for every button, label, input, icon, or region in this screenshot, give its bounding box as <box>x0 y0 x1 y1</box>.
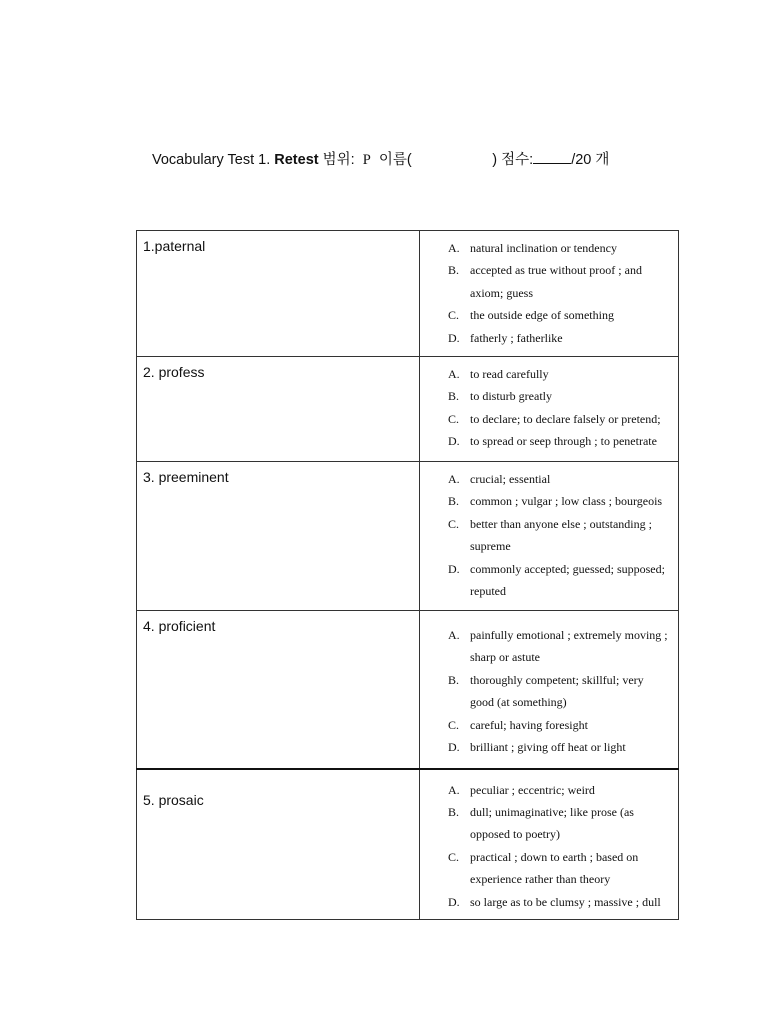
answer-option[interactable] <box>448 490 670 512</box>
name-blank[interactable] <box>412 152 493 168</box>
option-letter: C. <box>448 849 460 864</box>
question-row <box>137 231 679 357</box>
option-letter: D. <box>448 434 460 449</box>
option-text: dull; unimaginative; like prose (as opposed to poetry) <box>470 804 634 842</box>
option-text: the outside edge of something <box>470 308 614 323</box>
option-letter: D. <box>448 561 460 576</box>
range-label: 범위: <box>318 152 363 168</box>
answer-option[interactable] <box>448 736 670 758</box>
answer-option[interactable] <box>448 801 670 846</box>
option-letter: A. <box>448 472 460 486</box>
option-letter: C. <box>448 411 460 426</box>
quiz-table <box>136 230 679 920</box>
answer-option[interactable] <box>448 558 670 603</box>
option-text: better than anyone else ; outstanding ; supreme <box>470 516 652 554</box>
option-text: practical ; down to earth ; based on experience rather than theory <box>470 849 639 887</box>
option-letter: B. <box>448 804 460 819</box>
option-text: careful; having foresight <box>470 717 588 732</box>
option-letter: B. <box>448 389 460 404</box>
option-text: brilliant ; giving off heat or light <box>470 740 626 755</box>
option-text: to spread or seep through ; to penetrate <box>470 434 657 449</box>
option-letter: B. <box>448 263 460 278</box>
answer-option[interactable] <box>448 408 670 430</box>
option-letter: C. <box>448 516 460 531</box>
option-text: crucial; essential <box>470 472 551 486</box>
option-letter: B. <box>448 672 460 687</box>
question-row <box>137 611 679 769</box>
name-label: 이름( <box>370 152 412 168</box>
score-blank[interactable] <box>533 151 571 164</box>
option-text: fatherly ; fatherlike <box>470 330 563 345</box>
option-letter: A. <box>448 782 460 797</box>
answer-option[interactable] <box>448 779 670 801</box>
answer-option[interactable] <box>448 259 670 304</box>
answer-option[interactable] <box>448 846 670 891</box>
option-letter: C. <box>448 308 460 323</box>
answer-options <box>420 357 679 462</box>
question-word: 1.paternal <box>137 231 420 357</box>
option-text: thoroughly competent; skillful; very good (at something) <box>470 672 644 710</box>
question-word: 4. proficient <box>137 611 420 769</box>
option-text: natural inclination or tendency <box>470 241 617 255</box>
option-letter: A. <box>448 367 460 381</box>
answer-options <box>420 611 679 769</box>
option-text: to declare; to declare falsely or pretend; <box>470 411 661 426</box>
option-letter: A. <box>448 628 460 642</box>
answer-option[interactable] <box>448 237 670 259</box>
answer-option[interactable] <box>448 304 670 326</box>
option-text: to read carefully <box>470 367 549 381</box>
answer-option[interactable] <box>448 468 670 490</box>
question-row <box>137 769 679 920</box>
question-row <box>137 357 679 462</box>
answer-options <box>420 231 679 357</box>
option-text: so large as to be clumsy ; massive ; dull <box>470 894 661 909</box>
option-letter: D. <box>448 330 460 345</box>
answer-options <box>420 462 679 611</box>
option-letter: A. <box>448 241 460 255</box>
option-text: to disturb greatly <box>470 389 552 404</box>
title-prefix: Vocabulary Test 1. <box>152 152 275 168</box>
score-suffix: /20 개 <box>571 152 610 168</box>
title-retest: Retest <box>274 152 319 168</box>
answer-option[interactable] <box>448 363 670 385</box>
question-word: 5. prosaic <box>137 769 420 920</box>
answer-option[interactable] <box>448 385 670 407</box>
answer-option[interactable] <box>448 669 670 714</box>
answer-option[interactable] <box>448 430 670 452</box>
question-row <box>137 462 679 611</box>
answer-option[interactable] <box>448 624 670 669</box>
range-value: P <box>362 152 371 168</box>
answer-option[interactable] <box>448 513 670 558</box>
option-text: accepted as true without proof ; and axiom; guess <box>470 263 642 300</box>
answer-option[interactable] <box>448 327 670 349</box>
option-letter: B. <box>448 494 460 509</box>
option-text: peculiar ; eccentric; weird <box>470 782 595 797</box>
option-letter: D. <box>448 894 460 909</box>
test-header <box>152 148 609 169</box>
question-word: 3. preeminent <box>137 462 420 611</box>
score-label: ) 점수: <box>492 152 534 168</box>
option-text: painfully emotional ; extremely moving ; sharp or astute <box>470 628 668 665</box>
question-word: 2. profess <box>137 357 420 462</box>
answer-option[interactable] <box>448 891 670 913</box>
option-text: common ; vulgar ; low class ; bourgeois <box>470 494 663 509</box>
option-letter: D. <box>448 740 460 755</box>
option-letter: C. <box>448 717 460 732</box>
option-text: commonly accepted; guessed; supposed; reputed <box>470 561 665 599</box>
answer-option[interactable] <box>448 714 670 736</box>
answer-options <box>420 769 679 920</box>
